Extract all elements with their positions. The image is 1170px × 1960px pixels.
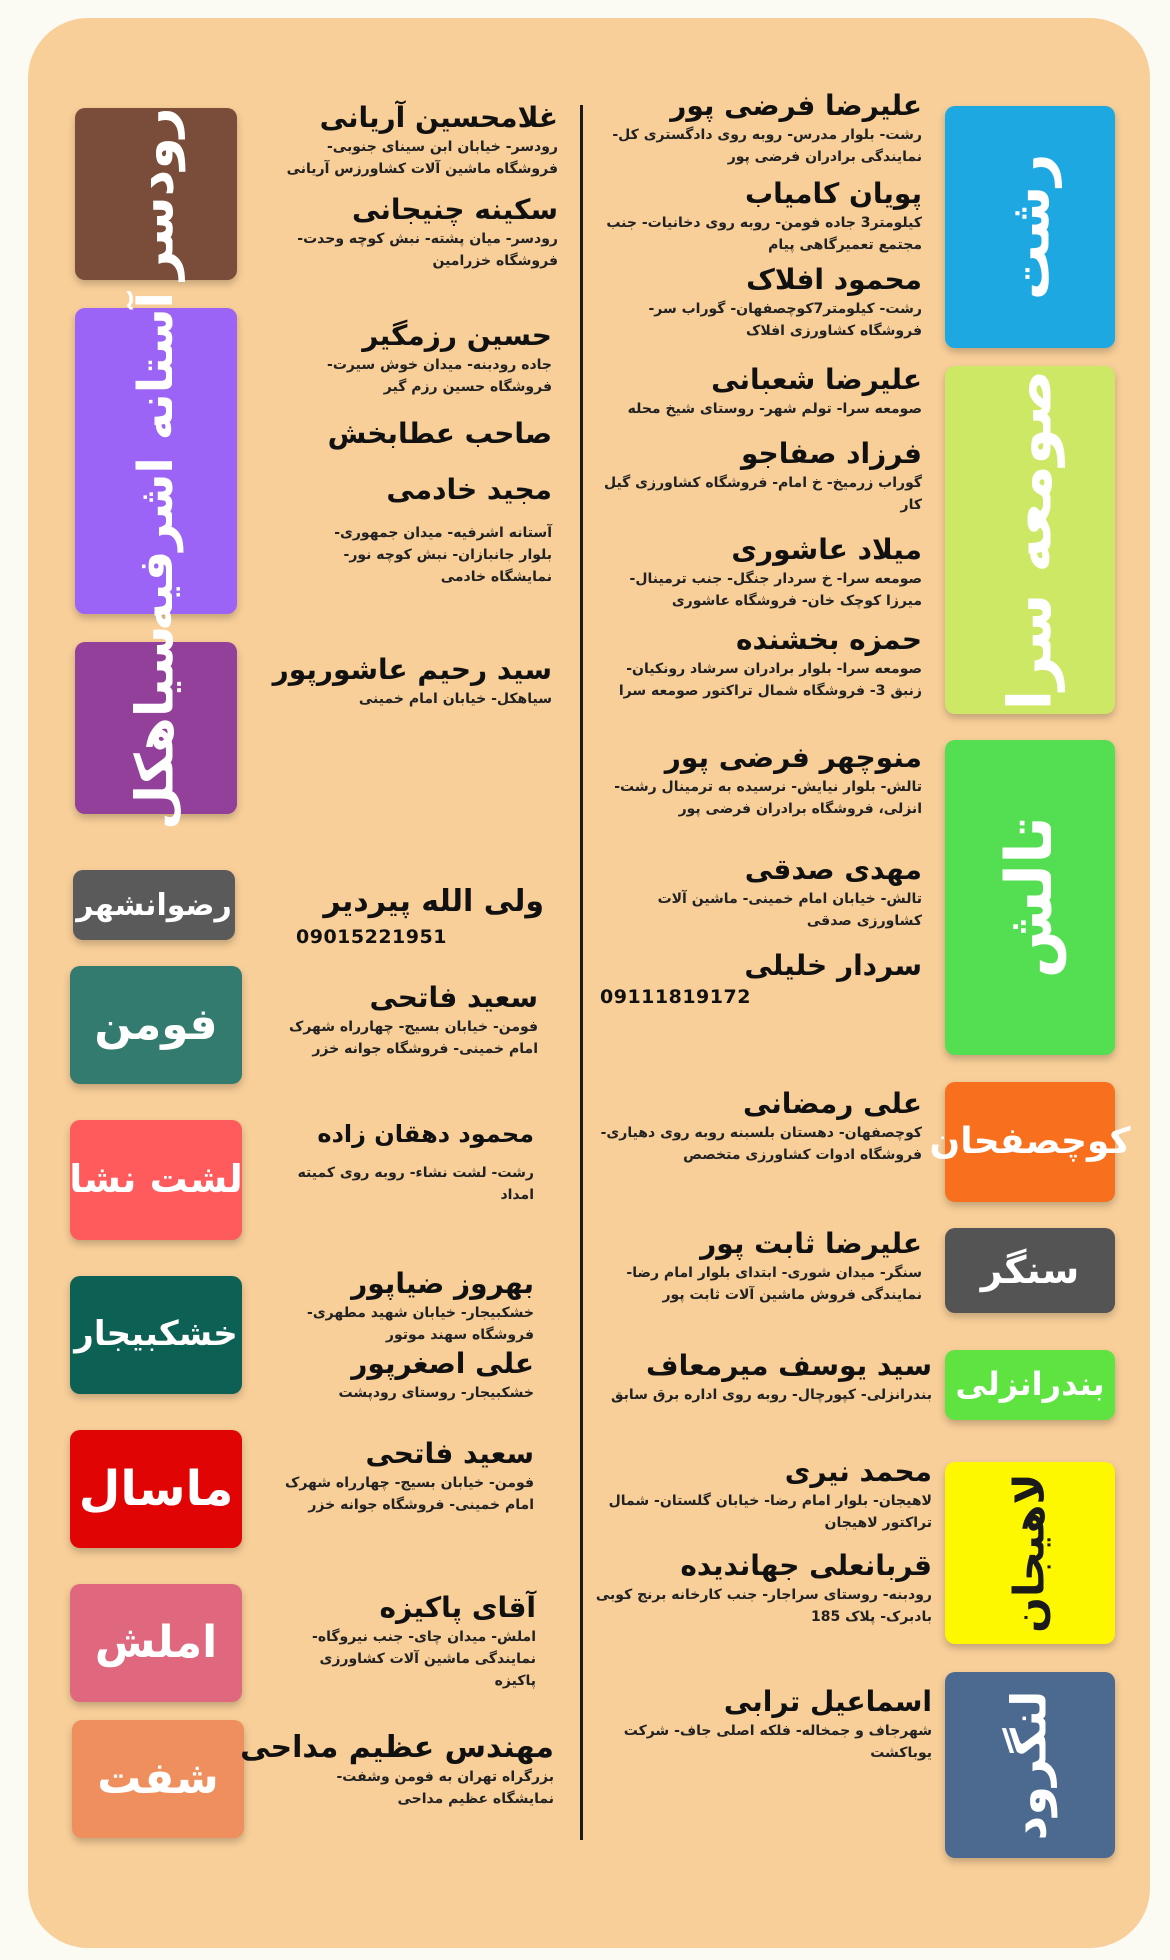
dealer-entry [592, 1684, 932, 1764]
dealer-entry [272, 318, 552, 398]
dealer-entry [592, 1348, 932, 1406]
dealer-address: لاهیجان- بلوار امام رضا- خیابان گلستان- شمال تراکتور لاهیجان [608, 1493, 932, 1531]
city-label-khoshkbijar: خشکبیجار [70, 1276, 242, 1394]
dealer-name: محمود افلاک [746, 263, 922, 296]
dealer-entry [278, 192, 558, 272]
dealer-address: گوراب زرمیخ- خ امام- فروشگاه کشاورزی گیل کار [603, 475, 922, 513]
dealer-entry [592, 852, 922, 932]
dealer-name: سردار خلیلی [744, 949, 922, 982]
phone-number[interactable]: 09111819172 [600, 986, 751, 1008]
dealer-entry [240, 1730, 554, 1810]
city-label-masal: ماسال [70, 1430, 242, 1548]
dealer-name: حسین رزمگیر [362, 319, 552, 352]
dealer-name: علی رمضانی [742, 1087, 922, 1120]
dealer-entry [592, 1548, 932, 1628]
city-label-astaneh: آستانه اشرفیه [75, 308, 237, 614]
dealer-name: مجید خادمی [386, 473, 552, 506]
dealer-name: صاحب عطابخش [327, 417, 552, 450]
dealer-address: رشت- کیلومتر7کوچصفهان- گوراب سر- فروشگاه کشاورزی افلاک [648, 301, 922, 339]
dealer-entry [582, 1086, 922, 1166]
dealer-name: محمود دهقان زاده [317, 1120, 534, 1148]
dealer-address: شهرجاف و جمخاله- فلکه اصلی جاف- شرکت یوباکشت [623, 1723, 932, 1761]
dealer-address: صومعه سرا- بلوار برادران سرشاد رونکیان- زنبق 3- فروشگاه شمال تراکتور صومعه سرا [618, 661, 922, 699]
city-label-sangar: سنگر [945, 1228, 1115, 1313]
dealer-name: حمزه بخشنده [736, 623, 922, 656]
dealer-address: کوچصفهان- دهستان بلسبنه روبه روی دهیاری- فروشگاه ادوات کشاورزی متخصص [600, 1125, 922, 1163]
dealer-entry [272, 652, 552, 710]
dealer-address: فومن- خیابان بسیج- چهارراه شهرک امام خمینی- فروشگاه جوانه خزر [289, 1019, 538, 1057]
dealer-address: خشکبیجار- خیابان شهید مطهری- فروشگاه سهند موتور [307, 1305, 534, 1343]
dealer-address: رودسر- خیابان ابن سینای جنوبی- فروشگاه ماشین آلات کشاورزس آریانی [286, 139, 558, 177]
dealer-name: فرزاد صفاجو [740, 437, 922, 470]
dealer-entry [592, 176, 922, 256]
dealer-name: قربانعلی جهاندیده [680, 1549, 932, 1582]
dealer-address: جاده رودبنه- میدان خوش سیرت- فروشگاه حسین رزم گیر [327, 357, 552, 395]
dealer-name: ولی الله پیردیر [323, 884, 544, 919]
dealer-entry [272, 416, 552, 452]
city-label-roodsar: رودسر [75, 108, 237, 280]
dealer-entry [302, 472, 552, 588]
dealer-entry [274, 1266, 534, 1346]
dealer-entry [264, 884, 544, 920]
dealer-entry [592, 362, 922, 420]
city-label-lahijan: لاهیجان [945, 1462, 1115, 1644]
dealer-name: مهدی صدقی [744, 853, 922, 886]
dealer-entry [592, 262, 922, 342]
column-divider [580, 105, 583, 1840]
dealer-address: آستانه اشرفیه- میدان جمهوری- بلوار جانبازان- نبش کوچه نور- نمایشگاه خادمی [334, 525, 552, 585]
dealer-name: منوچهر فرضی پور [664, 741, 922, 774]
dealer-address: بزرگراه تهران به فومن وشفت- نمایشگاه عظیم مداحی [336, 1769, 554, 1807]
dealer-address: سنگر- میدان شوری- ابتدای بلوار امام رضا- نمایندگی فروش ماشین آلات ثابت پور [626, 1265, 922, 1303]
city-label-langarood: لنگرود [945, 1672, 1115, 1858]
dealer-name: سعید فاتحی [365, 1437, 534, 1470]
city-label-koochesfahan: کوچصفحان [945, 1082, 1115, 1202]
city-label-anzali: بندرانزلی [945, 1350, 1115, 1420]
dealer-address: رشت- بلوار مدرس- روبه روی دادگستری کل- نمایندگی برادران فرضی پور [612, 127, 922, 165]
dealer-address: املش- میدان چای- جنب نیروگاه- نمایندگی ماشین آلات کشاورزی پاکیزه [312, 1629, 536, 1689]
dealer-address: فومن- خیابان بسیج- چهارراه شهرک امام خمینی- فروشگاه جوانه خزر [285, 1475, 534, 1513]
dealer-name: محمد نیری [784, 1455, 932, 1488]
city-label-fooman: فومن [70, 966, 242, 1084]
dealer-address: صومعه سرا- خ سردار جنگل- جنب ترمینال- میرزا کوچک خان- فروشگاه عاشوری [629, 571, 922, 609]
phone-number[interactable]: 09015221951 [296, 926, 447, 948]
dealer-name: میلاد عاشوری [731, 533, 922, 566]
dealer-entry [592, 948, 922, 984]
dealer-entry [582, 1226, 922, 1306]
city-label-talesh: تالش [945, 740, 1115, 1055]
dealer-name: سید رحیم عاشورپور [272, 653, 552, 686]
dealer-entry [276, 1590, 536, 1692]
dealer-address: صومعه سرا- تولم شهر- روستای شیخ محله [627, 401, 922, 417]
dealer-name: بهروز ضیاپور [351, 1267, 534, 1300]
dealer-entry [592, 1454, 932, 1534]
dealer-name: آقای پاکیزه [379, 1591, 536, 1624]
dealer-name: پویان کامیاب [745, 177, 922, 210]
city-label-rasht: رشت [945, 106, 1115, 348]
dealer-address: بندرانزلی- کپورچال- روبه روی اداره برق سابق [611, 1387, 932, 1403]
dealer-name: سکینه چنیجانی [352, 193, 558, 226]
dealer-entry [592, 88, 922, 168]
city-label-siahkal: سیاهکل [75, 642, 237, 814]
dealer-entry [274, 1116, 534, 1206]
dealer-name: علیرضا شعبانی [711, 363, 922, 396]
dealer-address: تالش- بلوار نیایش- نرسیده به ترمینال رشت- انزلی، فروشگاه برادران فرضی پور [614, 779, 922, 817]
city-label-lashtenesha: لشت نشا [70, 1120, 242, 1240]
dealer-name: علیرضا فرضی پور [670, 89, 922, 122]
dealer-entry [278, 980, 538, 1060]
dealer-address: کیلومتر3 جاده فومن- روبه روی دخانیات- جنب مجتمع تعمیرگاهی پیام [606, 215, 922, 253]
dealer-name: سعید فاتحی [369, 981, 538, 1014]
dealer-address: رودبنه- روستای سراجار- جنب کارخانه برنج کوبی بادبرک- پلاک 185 [595, 1587, 932, 1625]
dealer-address: رشت- لشت نشاء- روبه روی کمیته امداد [297, 1165, 534, 1203]
dealer-address: خشکبیجار- روستای رودپشت [338, 1385, 534, 1401]
dealer-address: تالش- خیابان امام خمینی- ماشین آلات کشاورزی صدقی [657, 891, 922, 929]
dealer-address: سیاهکل- خیابان امام خمینی [358, 691, 552, 707]
dealer-name: مهندس عظیم مداحی [240, 1730, 554, 1765]
dealer-entry [592, 532, 922, 612]
dealer-entry [592, 622, 922, 702]
dealer-entry [592, 740, 922, 820]
dealer-name: سید یوسف میرمعاف [646, 1349, 932, 1382]
dealer-name: علیرضا ثابت پور [700, 1227, 922, 1260]
dealer-address: رودسر- میان پشته- نبش کوچه وحدت- فروشگاه خزرامین [297, 231, 558, 269]
city-label-shaft: شفت [72, 1720, 244, 1838]
dealer-entry [274, 1436, 534, 1516]
dealer-name: غلامحسین آریانی [319, 101, 558, 134]
dealer-entry [278, 100, 558, 180]
city-label-rezvanshahr: رضوانشهر [73, 870, 235, 940]
dealer-name: علی اصغرپور [351, 1347, 534, 1380]
dealer-entry [592, 436, 922, 516]
dealer-entry [274, 1346, 534, 1404]
dealer-name: اسماعیل ترابی [723, 1685, 932, 1718]
city-label-amlash: املش [70, 1584, 242, 1702]
city-label-someesara: صومعه سرا [945, 366, 1115, 714]
